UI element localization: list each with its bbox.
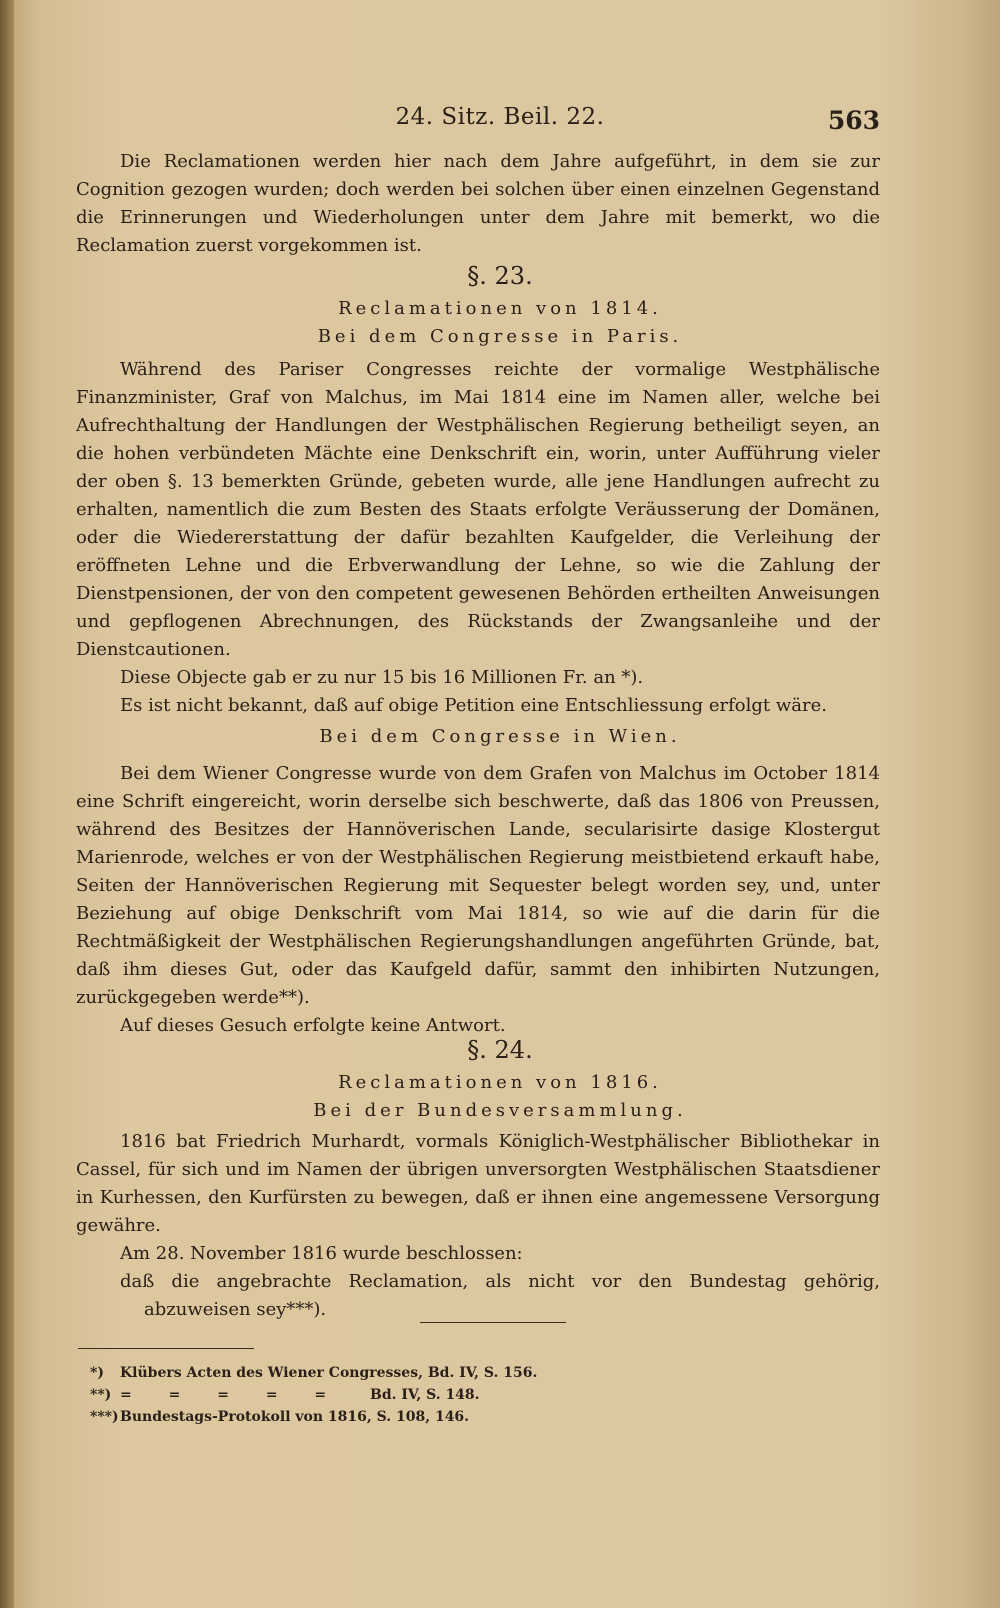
page-number: 563	[827, 106, 880, 135]
paragraph-no-answer: Auf dieses Gesuch erfolgte keine Antwort.	[120, 1015, 506, 1036]
footnote-text: Klübers Acten des Wiener Congresses, Bd. IV, S. 156.	[120, 1365, 538, 1381]
footnote-mark: **)	[90, 1387, 112, 1403]
paragraph-resolution-date: Am 28. November 1816 wurde beschlossen:	[120, 1243, 523, 1264]
paragraph-murhardt: 1816 bat Friedrich Murhardt, vormals Königlich-Westphälischer Bibliothekar in Cassel, für sich und im Namen der übrigen unversorgten Westphälischen Staatsdiener in Kurhessen, den Kurfürsten zu bewegen, daß er ihnen eine angemessene Versorgung gewähre.	[76, 1131, 880, 1236]
section-24-subheading: Bei der Bundesversammlung.	[313, 1100, 687, 1121]
footnote-mark: *)	[90, 1365, 104, 1381]
footnotes	[90, 1362, 537, 1428]
paragraph-marienrode: Bei dem Wiener Congresse wurde von dem Grafen von Malchus im October 1814 eine Schrift eingereicht, worin derselbe sich beschwerte, daß das 1806 von Preussen, während des Besitzes der Hannöverischen Lande, secularisirte dasige Klostergut Marienrode, welches er von der Westphälischen Regierung meistbietend erkauft habe, Seiten der Hannöverischen Regierung mit Sequester belegt worden sey, und, unter Beziehung auf obige Denkschrift vom Mai 1814, so wie auf die darin für die Rechtmäßigkeit der Westphälischen Regierungshandlungen angeführten Gründe, bat, daß ihm dieses Gut, oder das Kaufgeld dafür, sammt den inhibirten Nutzungen, zurückgegeben werde**).	[76, 763, 880, 1008]
section-23-subheading-vienna: Bei dem Congresse in Wien.	[319, 726, 681, 747]
section-24-title: Reclamationen von 1816.	[338, 1072, 662, 1093]
section-23-paris-body	[76, 356, 880, 720]
paragraph-malchus-petition: Während des Pariser Congresses reichte der vormalige Westphälische Finanzminister, Graf von Malchus, im Mai 1814 eine im Namen aller, welche bei Aufrechthaltung der Handlungen der Westphälischen Regierung betheiligt seyen, an die hohen verbündeten Mächte eine Denkschrift ein, worin, unter Aufführung vieler der oben §. 13 bemerkten Gründe, gebeten wurde, alle jene Handlungen aufrecht zu erhalten, namentlich die zum Besten des Staats erfolgte Veräusserung der Domänen, oder die Wiedererstattung der dafür bezahlten Kaufgelder, die Verleihung der eröffneten Lehne und die Erbverwandlung der Lehne, so wie die Zahlung der Dienstpensionen, der von den competent gewesenen Behörden ertheilten Anweisungen und gepflogenen Abrechnungen, des Rückstands der Zwangsanleihe und der Dienstcautionen.	[76, 359, 880, 660]
footnote-1	[90, 1362, 537, 1384]
footnote-text: Bd. IV, S. 148.	[370, 1387, 480, 1403]
ditto-marks: = = = = =	[120, 1387, 343, 1403]
running-header	[0, 104, 1000, 144]
running-title: 24. Sitz. Beil. 22.	[395, 104, 605, 130]
intro-block	[76, 148, 880, 260]
paragraph-objects-value: Diese Objecte gab er zu nur 15 bis 16 Millionen Fr. an *).	[120, 667, 644, 688]
intro-paragraph: Die Reclamationen werden hier nach dem Jahre aufgeführt, in dem sie zur Cognition gezogen wurden; doch werden bei solchen über einen einzelnen Gegenstand die Erinnerungen und Wiederholungen unter dem Jahre mit bemerkt, wo die Reclamation zuerst vorgekommen ist.	[76, 151, 880, 256]
paragraph-no-decision: Es ist nicht bekannt, daß auf obige Petition eine Entschliessung erfolgt wäre.	[120, 695, 827, 716]
footnote-separator	[78, 1348, 254, 1349]
footnote-text: Bundestags-Protokoll von 1816, S. 108, 146.	[120, 1409, 470, 1425]
section-23-title: Reclamationen von 1814.	[338, 298, 662, 319]
section-23-vienna-body	[76, 760, 880, 1040]
page-binding-edge	[0, 0, 14, 1608]
section-23-subheading-paris: Bei dem Congresse in Paris.	[317, 326, 683, 347]
footnote-mark: ***)	[90, 1409, 119, 1425]
footnote-2	[90, 1384, 537, 1406]
section-23-number: §. 23.	[467, 262, 533, 290]
paragraph-resolution-text: daß die angebrachte Reclamation, als nicht vor den Bundestag gehörig, abzuweisen sey***).	[120, 1271, 880, 1320]
footnote-3	[90, 1406, 537, 1428]
section-24-number: §. 24.	[467, 1036, 533, 1064]
section-24-body	[76, 1128, 880, 1324]
section-end-rule	[420, 1322, 566, 1323]
